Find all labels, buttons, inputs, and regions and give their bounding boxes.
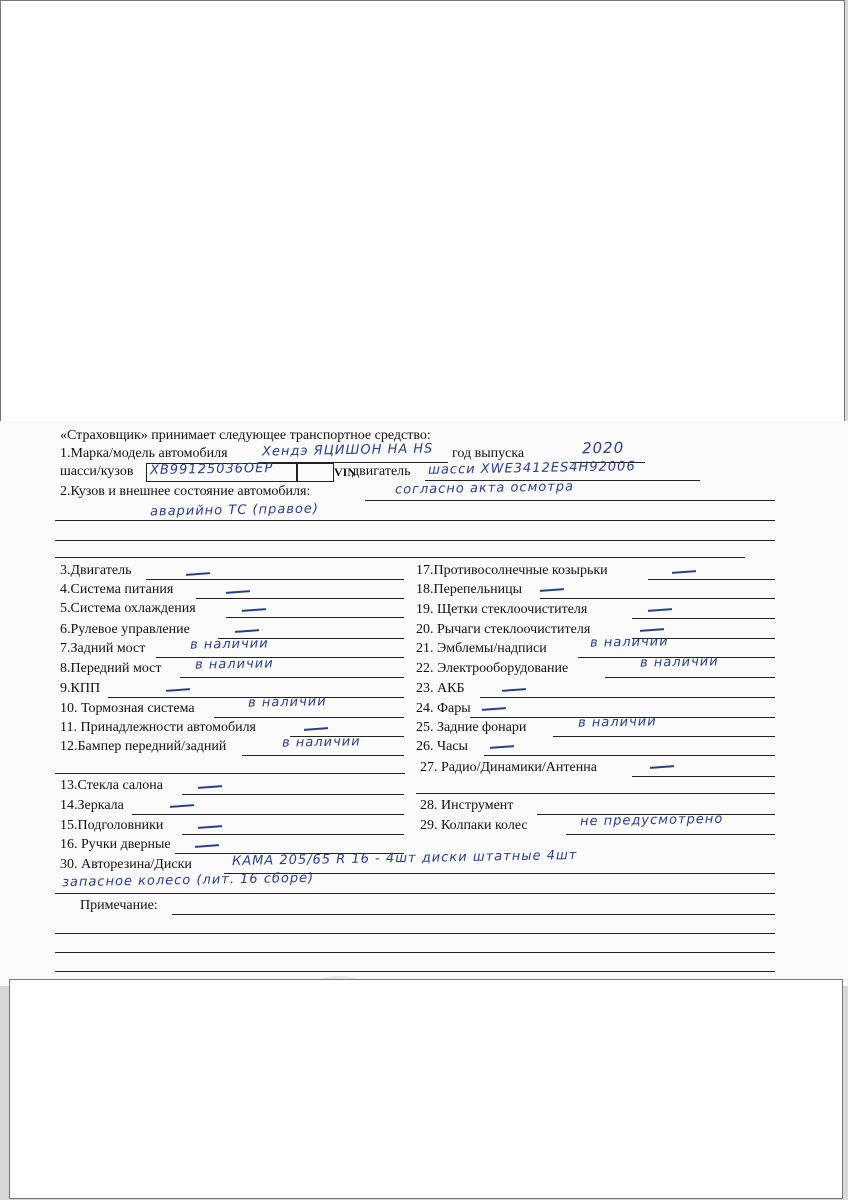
item-23-line — [480, 697, 775, 698]
item-3-line — [146, 579, 404, 580]
item-10-line — [214, 717, 404, 718]
item-7-line — [156, 657, 404, 658]
item-5-line — [226, 617, 404, 618]
vin-marker: VIN — [334, 465, 357, 479]
item-29-line — [566, 834, 775, 835]
item-26-label: 26. Часы — [416, 739, 468, 754]
item-18-dash — [540, 588, 564, 592]
item-25-value: в наличии — [577, 714, 657, 731]
item-3-label: 3.Двигатель — [60, 563, 132, 578]
item-12-label: 12.Бампер передний/задний — [60, 739, 227, 754]
item-23-dash — [502, 688, 526, 692]
item-19-dash — [648, 608, 672, 612]
chassis-box-2 — [296, 463, 334, 482]
item-12-line — [242, 755, 404, 756]
item-10-label: 10. Тормозная система — [60, 701, 195, 716]
item-24-label: 24. Фары — [416, 701, 471, 716]
item-25-label: 25. Задние фонари — [416, 720, 527, 735]
item-5-label: 5.Система охлаждения — [60, 601, 196, 616]
item-23-label: 23. АКБ — [416, 681, 465, 696]
body-value-1: согласно акта осмотра — [394, 479, 575, 498]
item-8-line — [180, 677, 404, 678]
item-27-extra-line — [416, 793, 775, 794]
redaction-top — [0, 0, 845, 422]
item-17-label: 17.Противосолнечные козырьки — [416, 563, 608, 578]
item-11-dash — [304, 727, 328, 731]
item-14-line — [132, 814, 404, 815]
body-line-3 — [55, 540, 775, 541]
item-29-label: 29. Колпаки колес — [420, 818, 528, 833]
item-18-label: 18.Перепельницы — [416, 582, 522, 597]
chassis-label: шасси/кузов — [60, 464, 134, 479]
item-30-label: 30. Авторезина/Диски — [60, 857, 192, 872]
engine-label: двигатель — [352, 464, 411, 479]
item-14-label: 14.Зеркала — [60, 798, 124, 813]
body-value-2: аварийно ТС (правое) — [149, 501, 320, 520]
item-4-label: 4.Система питания — [60, 582, 174, 597]
year-label: год выпуска — [452, 446, 525, 461]
item-30-value-2: запасное колесо (лит. 16 сборе) — [61, 870, 315, 891]
item-7-value: в наличии — [189, 636, 269, 653]
item-7-label: 7.Задний мост — [60, 641, 146, 656]
item-9-label: 9.КПП — [60, 681, 101, 696]
item-25-line — [553, 736, 775, 737]
body-line-2 — [55, 520, 775, 521]
item-29-value: не предусмотрено — [579, 811, 724, 830]
item-17-dash — [672, 570, 696, 574]
item-18-line — [540, 598, 775, 599]
item-22-value: в наличии — [639, 654, 719, 671]
item-4-line — [196, 598, 404, 599]
body-line-1 — [365, 500, 775, 501]
make-value: Хендэ ЯЦИШОН НА НS — [261, 441, 434, 460]
item-27-line — [632, 776, 775, 777]
item-15-dash — [198, 825, 222, 829]
item-8-label: 8.Передний мост — [60, 661, 162, 676]
item-8-value: в наличии — [194, 656, 274, 673]
item-6-label: 6.Рулевое управление — [60, 622, 190, 637]
item-27-dash — [650, 765, 674, 769]
item-19-line — [632, 618, 775, 619]
note-line-3 — [55, 952, 775, 953]
item-22-label: 22. Электрооборудование — [416, 661, 569, 676]
item-11-label: 11. Принадлежности автомобиля — [60, 720, 256, 735]
note-label: Примечание: — [80, 898, 158, 913]
item-30-line-2 — [55, 893, 775, 894]
item-21-value: в наличии — [589, 634, 669, 651]
body-label: 2.Кузов и внешнее состояние автомобиля: — [60, 484, 311, 499]
document-page — [0, 421, 848, 986]
chassis-value: ХВ99125036ОЕР — [149, 460, 274, 479]
item-22-line — [605, 677, 775, 678]
item-13-label: 13.Стекла салона — [60, 778, 163, 793]
item-26-dash — [490, 745, 514, 749]
item-15-line — [182, 834, 404, 835]
note-line-1 — [172, 914, 775, 915]
item-3-dash — [186, 572, 210, 576]
item-28-label: 28. Инструмент — [420, 798, 514, 813]
item-15-label: 15.Подголовники — [60, 818, 164, 833]
item-20-label: 20. Рычаги стеклоочистителя — [416, 622, 591, 637]
engine-value: шасси ХWЕ3412ЕS4Н92006 — [427, 459, 636, 478]
body-line-4 — [55, 557, 745, 558]
item-27-label: 27. Радио/Динамики/Антенна — [420, 760, 597, 775]
item-16-dash — [195, 844, 219, 848]
item-20-dash — [640, 628, 664, 632]
item-6-dash — [235, 629, 259, 633]
item-14-dash — [170, 804, 194, 808]
item-10-value: в наличии — [247, 694, 327, 711]
item-9-dash — [166, 688, 190, 692]
item-26-line — [484, 755, 775, 756]
item-13-dash — [198, 785, 222, 789]
item-21-label: 21. Эмблемы/надписи — [416, 641, 547, 656]
redaction-bottom — [9, 979, 843, 1199]
item-13-line — [182, 794, 404, 795]
note-line-2 — [55, 933, 775, 934]
note-line-4 — [55, 971, 775, 972]
item-12-extra-line — [55, 773, 405, 774]
item-24-dash — [482, 707, 506, 711]
item-12-value: в наличии — [281, 734, 361, 751]
item-19-label: 19. Щетки стеклоочистителя — [416, 602, 588, 617]
item-4-dash — [226, 590, 250, 594]
intro-text: «Страховщик» принимает следующее транспортное средство: — [60, 428, 431, 443]
year-value: 2020 — [581, 438, 625, 458]
item-5-dash — [242, 608, 266, 612]
item-16-label: 16. Ручки дверные — [60, 837, 171, 852]
item-30-value-1: КАМА 205/65 R 16 - 4шт диски штатные 4шт — [231, 847, 578, 870]
item-17-line — [648, 579, 775, 580]
make-label: 1.Марка/модель автомобиля — [60, 446, 228, 461]
